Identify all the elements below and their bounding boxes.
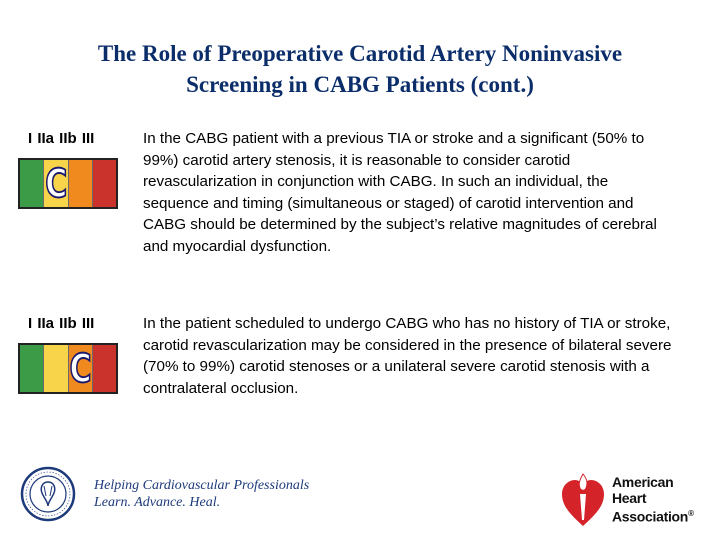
slide-title — [0, 38, 720, 100]
class-i-segment — [20, 160, 44, 207]
level-of-evidence: C — [45, 161, 68, 207]
aha-line-1: American — [612, 473, 674, 490]
class-iib-segment — [69, 345, 93, 392]
class-iii-segment — [93, 345, 116, 392]
class-iia-segment — [44, 160, 68, 207]
class-badge — [18, 158, 118, 209]
class-iia-segment — [44, 345, 68, 392]
class-iii-segment — [93, 160, 116, 207]
heart-torch-logo-icon — [560, 470, 606, 528]
recommendation-text: In the CABG patient with a previous TIA or stroke and a significant (50% to 99%) carotid artery stenosis, it is reasonable to consider carotid revascularization in conjunction with CABG. In such an individual, the sequence and timing (simultaneous or staged) of carotid intervention and CABG should be determined by the subject’s relative magnitudes of cerebral and myocardial dysfunction. — [143, 130, 657, 255]
trademark-symbol: ® — [688, 508, 694, 518]
aha-wordmark — [612, 474, 694, 525]
title-line-1: The Role of Preoperative Carotid Artery Noninvasive — [97, 41, 623, 66]
title-line-2: Screening in CABG Patients (cont.) — [186, 72, 534, 97]
acc-tagline — [94, 477, 309, 511]
class-labels: I IIa IIb III — [28, 130, 95, 147]
class-badge — [18, 343, 118, 394]
level-of-evidence: C — [69, 346, 92, 392]
aha-line-3 — [612, 506, 694, 525]
class-iib-segment — [69, 160, 93, 207]
class-labels: I IIa IIb III — [28, 315, 95, 332]
tagline-line-1: Helping Cardiovascular Professionals — [94, 478, 310, 493]
tagline-line-2: Learn. Advance. Heal. — [94, 495, 221, 510]
acc-footer — [20, 466, 309, 522]
acc-seal-logo-icon — [20, 466, 76, 522]
class-i-segment — [20, 345, 44, 392]
aha-line-2: Heart — [612, 489, 647, 506]
aha-footer — [560, 470, 694, 528]
aha-line-3-text: Association — [612, 508, 689, 525]
recommendation-text: In the patient scheduled to undergo CABG who has no history of TIA or stroke, carotid revascularization may be considered in the presence of bilateral severe (70% to 99%) carotid stenoses or a unilateral severe carotid stenosis with a contralateral occlusion. — [143, 315, 672, 397]
